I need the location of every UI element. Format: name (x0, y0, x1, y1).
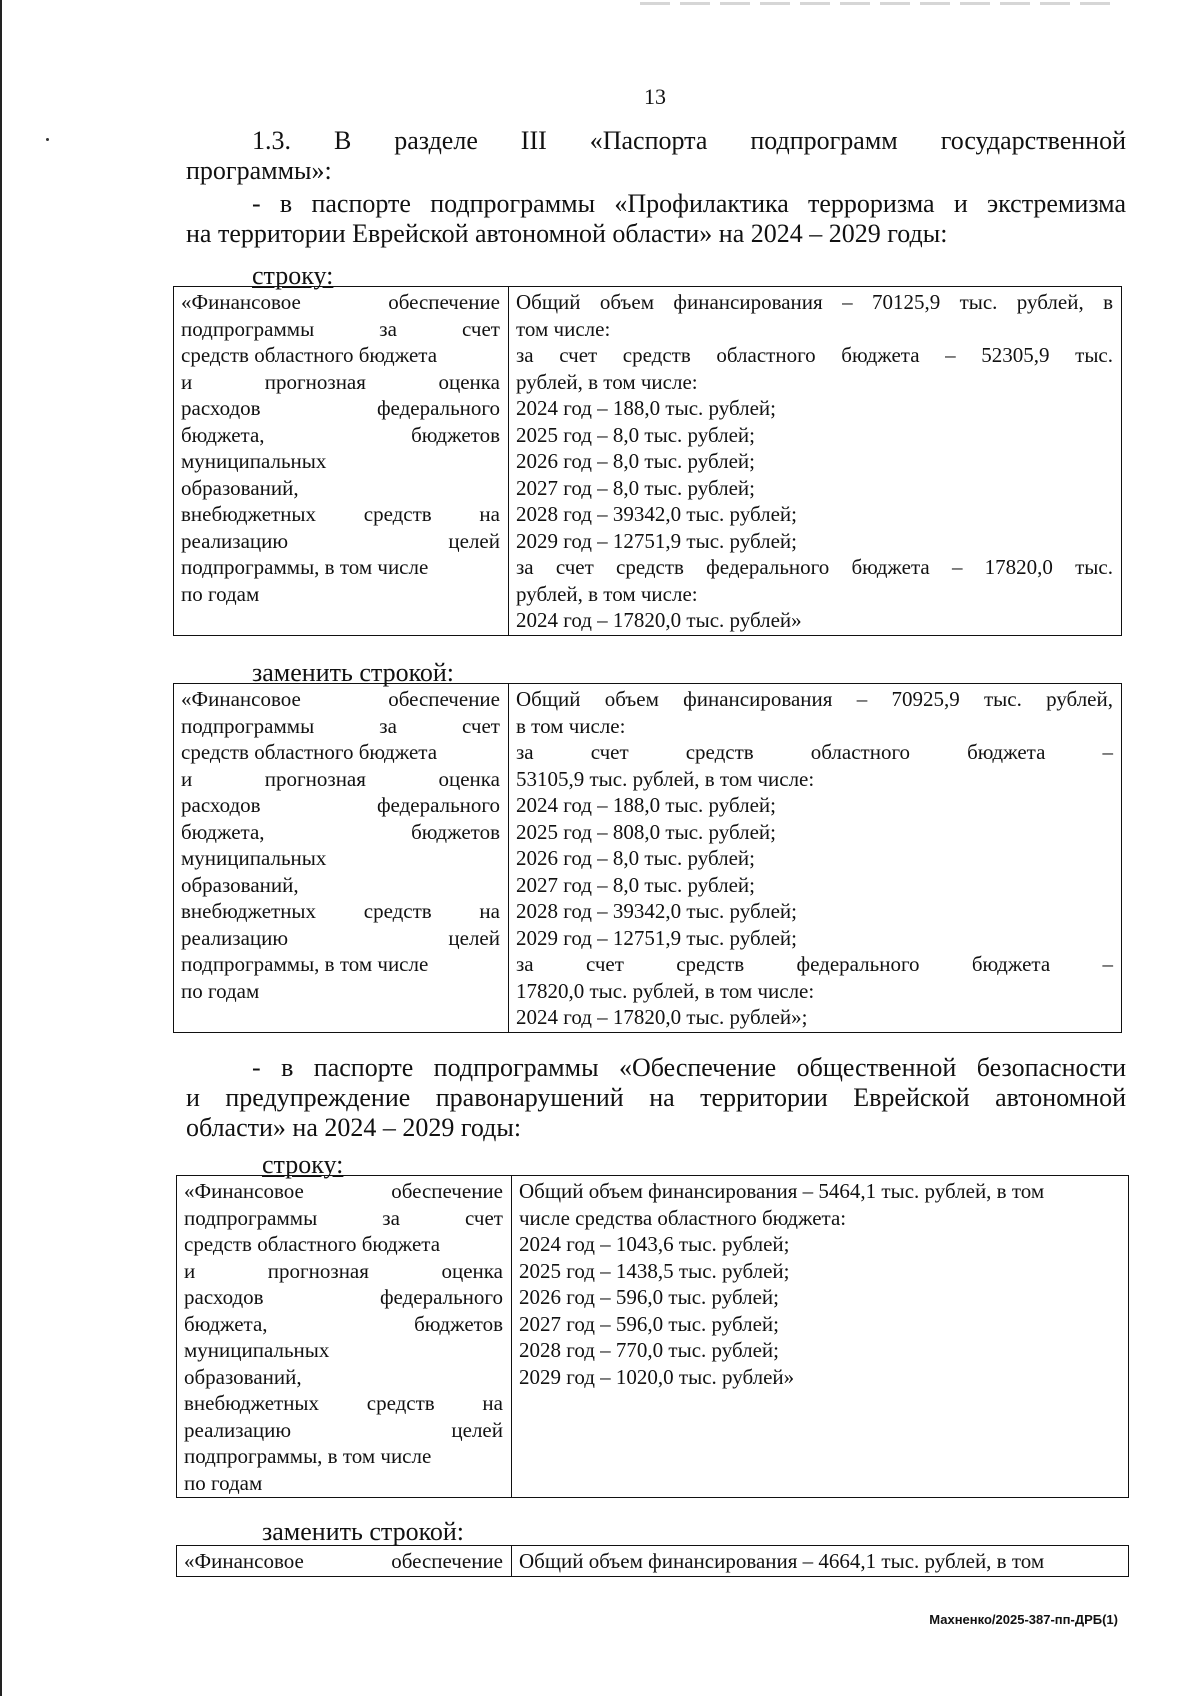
left-line: «Финансовое обеспечение (184, 1179, 503, 1203)
right-line: рублей, в том числе: (516, 369, 698, 394)
page-number: 13 (644, 84, 666, 109)
table1-left-cell (174, 287, 509, 636)
section1-line-1: - в паспорте подпрограммы «Профилактика терроризма и экстремизма (252, 189, 1126, 218)
left-line: подпрограммы за счет (184, 1205, 503, 1230)
left-line: образований, (181, 475, 299, 500)
left-line: средств областного бюджета (181, 740, 438, 764)
right-line: 2027 год – 8,0 тыс. рублей; (516, 475, 756, 500)
left-line: внебюджетных средств на (184, 1391, 503, 1415)
right-line: 2026 год – 596,0 тыс. рублей; (519, 1285, 780, 1309)
right-line: за счет средств областного бюджета – 52305,9 тыс. (516, 343, 1113, 367)
table4-right-cell (512, 1546, 1129, 1577)
right-line: 2024 год – 17820,0 тыс. рублей» (516, 608, 802, 632)
left-line: внебюджетных средств на (181, 502, 500, 526)
right-line: 2027 год – 8,0 тыс. рублей; (516, 872, 756, 897)
right-line: рублей, в том числе: (516, 581, 698, 606)
right-line: том числе: (516, 316, 611, 341)
right-line: 2026 год – 8,0 тыс. рублей; (516, 449, 756, 473)
right-line: в том числе: (516, 713, 626, 738)
left-line: образований, (184, 1364, 302, 1389)
left-line: подпрограммы, в том числе (181, 555, 429, 579)
right-line: 17820,0 тыс. рублей, в том числе: (516, 978, 815, 1003)
intro-paragraph (186, 126, 1126, 186)
right-line: за счет средств федерального бюджета – (516, 952, 1113, 976)
left-line: муниципальных (181, 449, 327, 473)
section2-line-2: и предупреждение правонарушений на территории Еврейской автономной (186, 1083, 1126, 1112)
right-line: за счет средств федерального бюджета – 17820,0 тыс. (516, 555, 1113, 579)
left-line: бюджета, бюджетов (181, 422, 500, 447)
table-row (177, 1176, 1129, 1498)
right-line: 2028 год – 39342,0 тыс. рублей; (516, 502, 798, 526)
right-line: 2026 год – 8,0 тыс. рублей; (516, 846, 756, 870)
left-line: по годам (181, 978, 260, 1003)
left-line: и прогнозная оценка (181, 369, 500, 394)
section1-paragraph (186, 189, 1126, 249)
document-reference-footer: Махненко/2025-387-пп-ДРБ(1) (929, 1612, 1118, 1627)
left-line: реализацию целей (184, 1417, 503, 1442)
table-row (177, 1546, 1129, 1577)
intro-line-2: программы»: (186, 156, 332, 185)
right-line: 53105,9 тыс. рублей, в том числе: (516, 766, 815, 791)
table1-right-cell (509, 287, 1122, 636)
intro-line-1: 1.3. В разделе III «Паспорта подпрограмм государственной (252, 126, 1126, 155)
left-line: подпрограммы, в том числе (184, 1444, 432, 1468)
passport-table-1 (173, 286, 1122, 636)
left-line: реализацию целей (181, 925, 500, 950)
right-line: 2024 год – 1043,6 тыс. рублей; (519, 1232, 790, 1256)
right-line: числе средства областного бюджета: (519, 1205, 847, 1230)
right-line: 2025 год – 808,0 тыс. рублей; (516, 819, 777, 844)
section2-line-1: - в паспорте подпрограммы «Обеспечение общественной безопасности (252, 1053, 1126, 1082)
left-line: внебюджетных средств на (181, 899, 500, 923)
table-row (174, 287, 1122, 636)
passport-table-3 (176, 1175, 1129, 1498)
label-row-1: строку: (252, 261, 334, 290)
left-line: образований, (181, 872, 299, 897)
right-line: 2024 год – 188,0 тыс. рублей; (516, 396, 777, 420)
left-line: расходов федерального (184, 1285, 503, 1309)
right-line: 2029 год – 1020,0 тыс. рублей» (519, 1364, 795, 1389)
right-line: 2024 год – 17820,0 тыс. рублей»; (516, 1005, 808, 1029)
right-line: Общий объем финансирования – 70125,9 тыс. рублей, в (516, 290, 1113, 314)
label-row-2: строку: (262, 1150, 344, 1179)
left-line: бюджета, бюджетов (181, 819, 500, 844)
right-line: 2025 год – 8,0 тыс. рублей; (516, 422, 756, 447)
left-line: муниципальных (181, 846, 327, 870)
left-line: и прогнозная оценка (181, 766, 500, 791)
section1-line-2: на территории Еврейской автономной области» на 2024 – 2029 годы: (186, 219, 948, 248)
right-line: 2027 год – 596,0 тыс. рублей; (519, 1311, 780, 1336)
right-line: за счет средств областного бюджета – (516, 740, 1113, 764)
passport-table-4 (176, 1545, 1129, 1577)
scan-edge-left (0, 0, 2, 1696)
right-line: 2029 год – 12751,9 тыс. рублей; (516, 925, 798, 950)
right-line: Общий объем финансирования – 4664,1 тыс. рублей, в том (519, 1549, 1045, 1573)
table3-left-cell (177, 1176, 512, 1498)
left-line: «Финансовое обеспечение (184, 1549, 503, 1573)
left-line: расходов федерального (181, 396, 500, 420)
left-line: подпрограммы, в том числе (181, 952, 429, 976)
passport-table-2 (173, 683, 1122, 1033)
left-line: «Финансовое обеспечение (181, 290, 500, 314)
left-line: средств областного бюджета (184, 1232, 441, 1256)
left-line: по годам (181, 581, 260, 606)
scan-artifact-top (640, 2, 1110, 5)
table2-left-cell (174, 684, 509, 1033)
left-line: подпрограммы за счет (181, 713, 500, 738)
right-line: 2028 год – 770,0 тыс. рублей; (519, 1338, 780, 1362)
table-row (174, 684, 1122, 1033)
left-line: расходов федерального (181, 793, 500, 817)
left-line: реализацию целей (181, 528, 500, 553)
right-line: 2025 год – 1438,5 тыс. рублей; (519, 1258, 790, 1283)
scan-speck (46, 138, 49, 141)
table4-left-cell (177, 1546, 512, 1577)
left-line: подпрограммы за счет (181, 316, 500, 341)
label-replace-2: заменить строкой: (262, 1517, 465, 1546)
section2-paragraph (186, 1053, 1126, 1143)
left-line: по годам (184, 1470, 263, 1495)
right-line: 2024 год – 188,0 тыс. рублей; (516, 793, 777, 817)
section2-line-3: области» на 2024 – 2029 годы: (186, 1113, 522, 1142)
left-line: бюджета, бюджетов (184, 1311, 503, 1336)
left-line: «Финансовое обеспечение (181, 687, 500, 711)
table3-right-cell (512, 1176, 1129, 1498)
right-line: Общий объем финансирования – 70925,9 тыс. рублей, (516, 687, 1113, 711)
right-line: Общий объем финансирования – 5464,1 тыс. рублей, в том (519, 1179, 1045, 1203)
left-line: муниципальных (184, 1338, 330, 1362)
label-replace-1: заменить строкой: (252, 658, 455, 687)
left-line: и прогнозная оценка (184, 1258, 503, 1283)
left-line: средств областного бюджета (181, 343, 438, 367)
table2-right-cell (509, 684, 1122, 1033)
right-line: 2029 год – 12751,9 тыс. рублей; (516, 528, 798, 553)
right-line: 2028 год – 39342,0 тыс. рублей; (516, 899, 798, 923)
